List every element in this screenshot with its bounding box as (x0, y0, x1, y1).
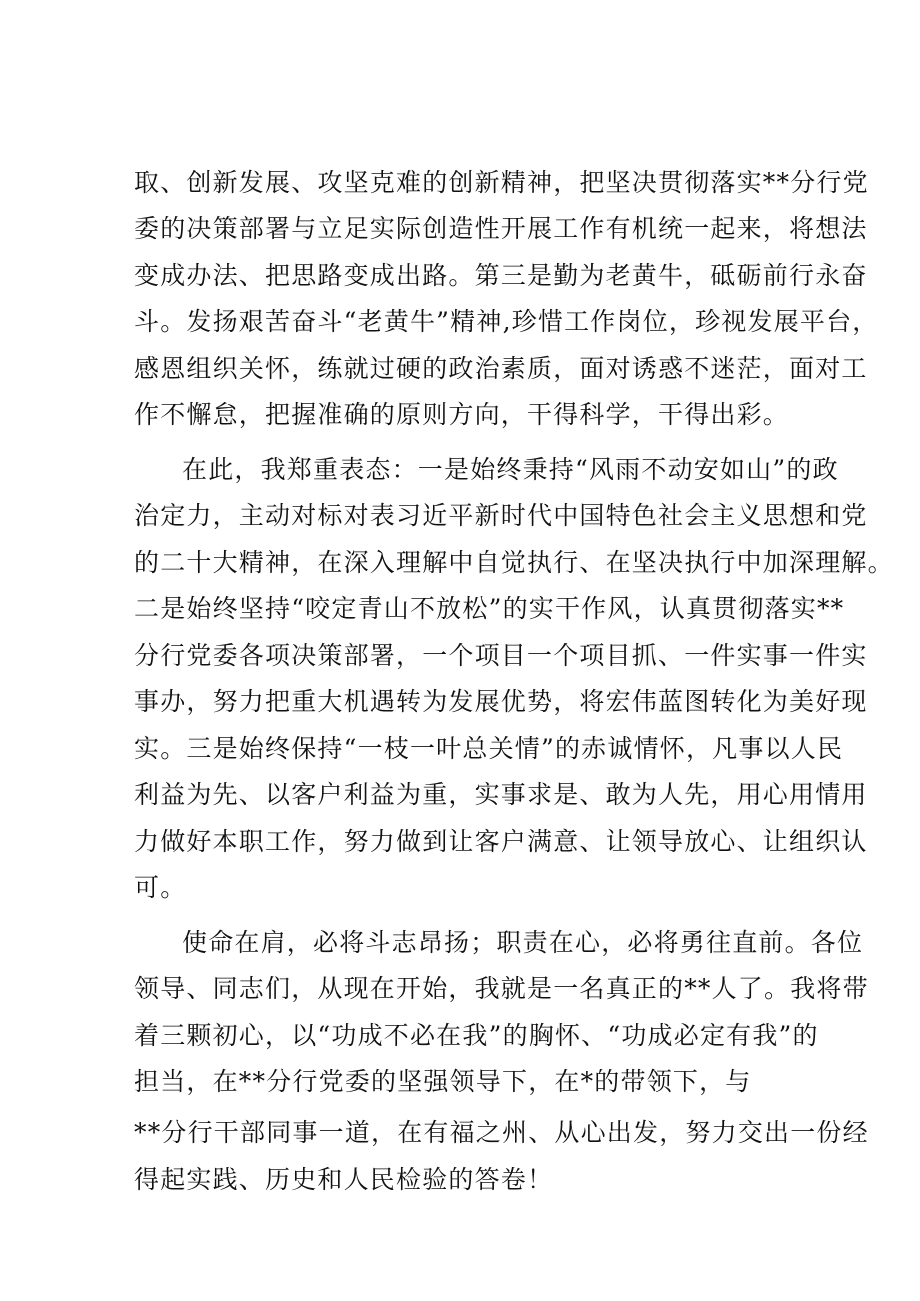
paragraph-line: 作不懈怠，把握准确的原则方向，干得科学，干得出彩。 (134, 400, 790, 429)
paragraph-line: 实。三是始终保持“一枝一叶总关情”的赤诚情怀，凡事以人民 (134, 734, 844, 763)
paragraph-line: 着三颗初心，以“功成不必在我”的胸怀、“功成必定有我”的 (134, 1021, 819, 1050)
paragraph-line: 利益为先、以客户利益为重，实事求是、敢为人先，用心用情用 (134, 780, 868, 809)
paragraph-line: 使命在肩，必将斗志昂扬；职责在心，必将勇往直前。各位 (182, 928, 864, 957)
paragraph-line: 事办，努力把重大机遇转为发展优势，将宏伟蓝图转化为美好现 (134, 687, 868, 716)
paragraph-line: 治定力，主动对标对表习近平新时代中国特色社会主义思想和党 (134, 501, 868, 530)
paragraph-line: 取、创新发展、攻坚克难的创新精神，把坚决贯彻落实**分行党 (134, 168, 869, 197)
paragraph-line: 领导、同志们，从现在开始，我就是一名真正的**人了。我将带 (134, 974, 869, 1003)
paragraph-line: **分行干部同事一道，在有福之州、从心出发，努力交出一份经 (134, 1118, 869, 1147)
paragraph-line: 得起实践、历史和人民检验的答卷！ (134, 1165, 554, 1194)
paragraph-line: 可。 (134, 873, 187, 902)
paragraph-line: 委的决策部署与立足实际创造性开展工作有机统一起来，将想法 (134, 214, 868, 243)
paragraph-line: 分行党委各项决策部署，一个项目一个项目抓、一件实事一件实 (134, 641, 868, 670)
paragraph-line: 感恩组织关怀，练就过硬的政治素质，面对诱惑不迷茫，面对工 (134, 354, 868, 383)
paragraph-line: 力做好本职工作，努力做到让客户满意、让领导放心、让组织认 (134, 827, 868, 856)
paragraph-line: 担当，在**分行党委的坚强领导下，在*的带领下，与 (134, 1067, 752, 1096)
paragraph-line: 变成办法、把思路变成出路。第三是勤为老黄牛，砥砺前行永奋 (134, 261, 868, 290)
paragraph-line: 二是始终坚持“咬定青山不放松”的实干作风，认真贯彻落实** (134, 594, 845, 623)
paragraph-line: 的二十大精神，在深入理解中自觉执行、在坚决执行中加深理解。 (134, 548, 894, 577)
paragraph-line: 在此，我郑重表态：一是始终秉持“风雨不动安如山”的政 (182, 455, 839, 484)
paragraph-line: 斗。发扬艰苦奋斗“老黄牛”精神,珍惜工作岗位，珍视发展平台， (134, 307, 879, 336)
